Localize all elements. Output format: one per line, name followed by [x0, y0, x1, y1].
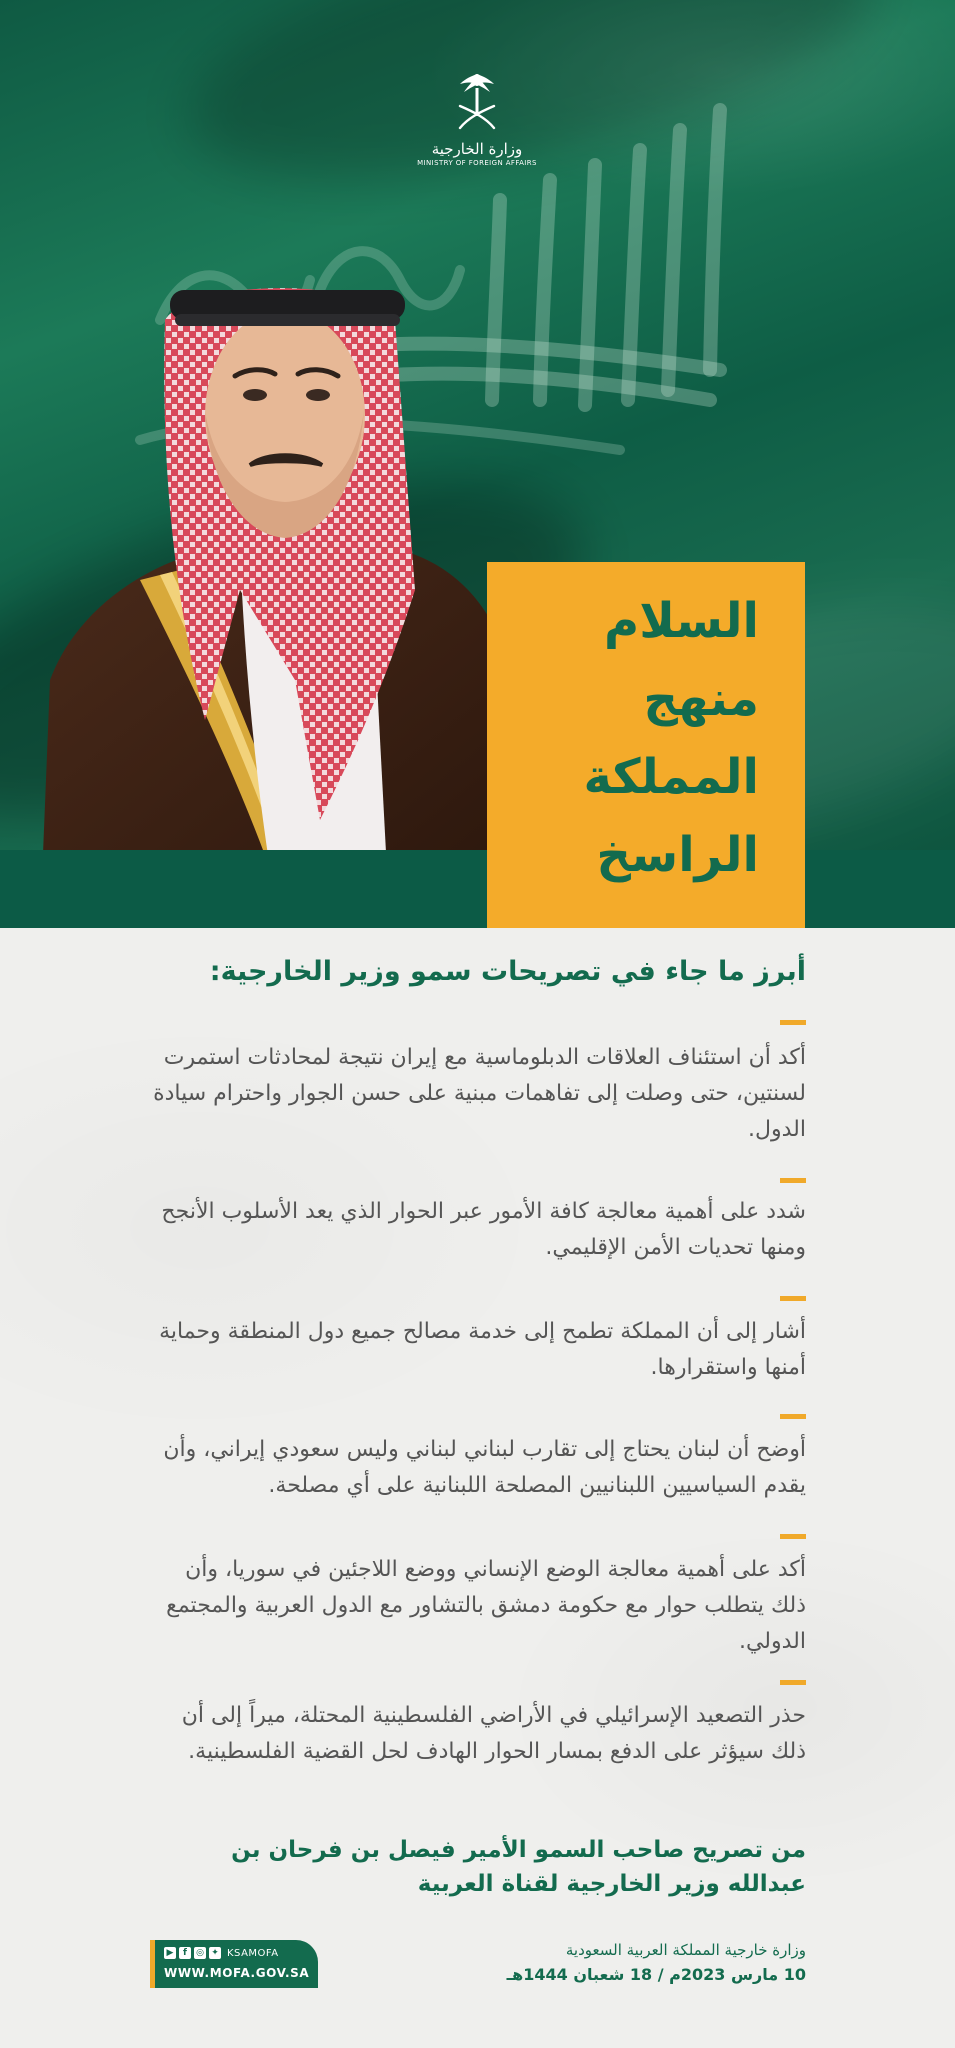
statement-item: أوضح أن لبنان يحتاج إلى تقارب لبناني لبناني وليس سعودي إيراني، وأن يقدم السياسيين اللبنانيين المصلحة اللبنانية على أي مصلحة.	[163, 1437, 806, 1498]
footer-date: 10 مارس 2023م / 18 شعبان 1444هـ	[506, 1965, 806, 1984]
ministry-name-arabic: وزارة الخارجية	[431, 140, 523, 158]
gold-divider	[780, 1414, 806, 1419]
gold-divider	[780, 1178, 806, 1183]
ministry-logo	[414, 70, 540, 168]
headline-line: الراسخ	[596, 827, 759, 883]
gold-divider	[780, 1680, 806, 1685]
headline-line: منهج	[643, 671, 759, 727]
headline-line: السلام	[604, 593, 759, 649]
youtube-icon[interactable]: ▶	[164, 1947, 176, 1959]
statement-item: أشار إلى أن المملكة تطمح إلى خدمة مصالح جميع دول المنطقة وحماية أمنها واستقرارها.	[159, 1319, 806, 1380]
social-handle[interactable]: KSAMOFA	[227, 1947, 279, 1959]
twitter-icon[interactable]: ✦	[209, 1947, 221, 1959]
statement-item: أكد أن استئناف العلاقات الدبلوماسية مع إيران نتيجة لمحادثات استمرت لسنتين، حتى وصلت إلى تفاهمات مبنية على حسن الجوار واحترام سيادة الدول.	[153, 1045, 806, 1142]
social-icons-row	[164, 1947, 279, 1959]
footer-ministry-name: وزارة خارجية المملكة العربية السعودية	[565, 1941, 806, 1959]
hero-banner	[0, 0, 955, 928]
minister-portrait	[40, 260, 540, 928]
social-badge	[150, 1940, 318, 1988]
gold-divider	[780, 1020, 806, 1025]
source-attribution: من تصريح صاحب السمو الأمير فيصل بن فرحان بن عبدالله وزير الخارجية لقناة العربية	[231, 1837, 806, 1897]
statement-item: شدد على أهمية معالجة كافة الأمور عبر الحوار الذي يعد الأسلوب الأنجح ومنها تحديات الأمن الإقليمي.	[161, 1199, 806, 1260]
website-link[interactable]: WWW.MOFA.GOV.SA	[164, 1966, 310, 1980]
ministry-name-english: MINISTRY OF FOREIGN AFFAIRS	[417, 159, 537, 167]
hero-bottom-band	[0, 850, 955, 928]
statement-item: أكد على أهمية معالجة الوضع الإنساني ووضع اللاجئين في سوريا، وأن ذلك يتطلب حوار مع حكومة دمشق بالتشاور مع الدول العربية والمجتمع الدولي.	[166, 1557, 806, 1654]
gold-divider	[780, 1534, 806, 1539]
section-title: أبرز ما جاء في تصريحات سمو وزير الخارجية:	[209, 956, 806, 987]
headline-line: المملكة	[583, 749, 759, 805]
headline-quote-card	[487, 562, 805, 928]
instagram-icon[interactable]: ◎	[194, 1947, 206, 1959]
statement-item: حذر التصعيد الإسرائيلي في الأراضي الفلسطينية المحتلة، ميراً إلى أن ذلك سيؤثر على الدفع بمسار الحوار الهادف لحل القضية الفلسطينية.	[181, 1703, 806, 1764]
gold-divider	[780, 1296, 806, 1301]
footer-info	[507, 1938, 806, 1988]
statements-section	[0, 928, 955, 2048]
badge-accent	[150, 1940, 155, 1988]
facebook-icon[interactable]: f	[179, 1947, 191, 1959]
palm-swords-emblem-icon	[454, 70, 500, 134]
